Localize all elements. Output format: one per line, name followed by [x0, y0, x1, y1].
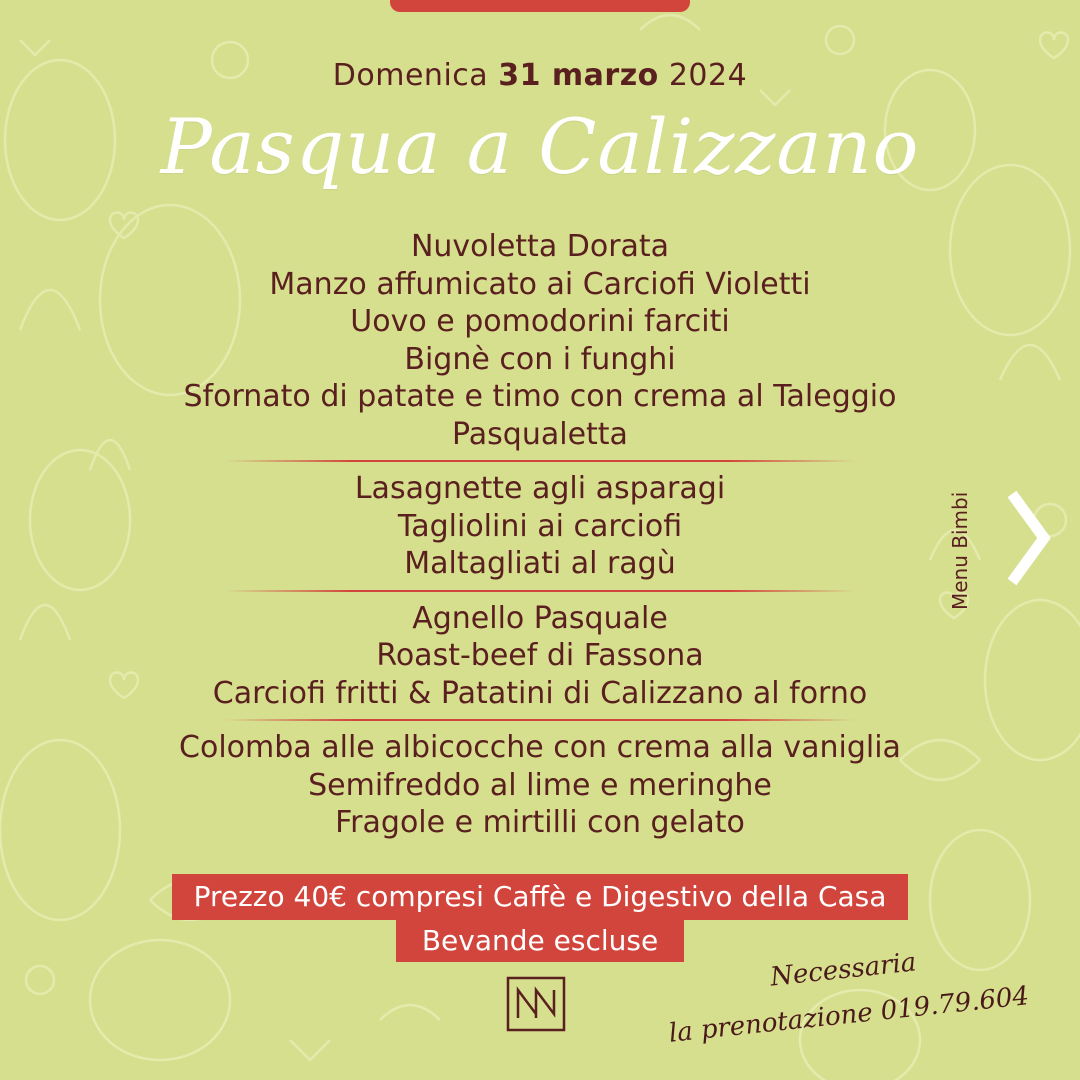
menu-item: Carciofi fritti & Patatini di Calizzano al forno: [212, 675, 868, 711]
menu-item: Nuvoletta Dorata: [410, 229, 670, 264]
menu-item: Lasagnette agli asparagi: [354, 471, 726, 506]
date-day-month: 31 marzo: [498, 58, 659, 93]
menu-item: Sfornato di patate e timo con crema al Taleggio: [183, 379, 897, 414]
restaurant-logo-icon: [506, 976, 566, 1032]
menu-item: Agnello Pasquale: [412, 600, 668, 636]
course-divider: [225, 590, 855, 592]
date-year: 2024: [668, 58, 748, 93]
date-weekday: Domenica: [332, 58, 489, 93]
page-title: Pasqua a Calizzano: [160, 102, 920, 191]
menu-item: Bignè con i funghi: [404, 341, 676, 377]
course-primi: [0, 470, 1080, 583]
menu-list: [0, 228, 1080, 842]
course-divider: [225, 460, 855, 462]
menu-item: Manzo affumicato ai Carciofi Violetti: [269, 266, 811, 302]
reservation-required-text: Necessaria: [768, 947, 918, 993]
menu-item: Maltagliati al ragù: [404, 546, 676, 581]
drinks-excluded-text: Bevande escluse: [396, 920, 684, 962]
course-antipasti: [0, 228, 1080, 453]
chevron-right-icon[interactable]: [1004, 488, 1054, 588]
kids-menu-label: Menu Bimbi: [948, 491, 972, 610]
menu-item: Colomba alle albicocche con crema alla vaniglia: [179, 730, 901, 765]
price-text: Prezzo 40€ compresi Caffè e Digestivo della Casa: [172, 874, 909, 920]
event-date: [0, 58, 1080, 93]
top-accent-tab: [390, 0, 690, 12]
price-banner: [115, 874, 965, 962]
course-secondi: [0, 600, 1080, 713]
menu-item: Pasqualetta: [452, 416, 628, 452]
menu-item: Tagliolini ai carciofi: [397, 508, 683, 544]
course-dolci: [0, 729, 1080, 842]
menu-item: Roast-beef di Fassona: [376, 638, 704, 673]
course-divider: [225, 719, 855, 721]
menu-item: Fragole e mirtilli con gelato: [335, 805, 745, 840]
menu-item: Semifreddo al lime e meringhe: [308, 767, 772, 803]
menu-item: Uovo e pomodorini farciti: [350, 304, 730, 339]
reservation-phone-text: la prenotazione 019.79.604: [667, 981, 1031, 1049]
